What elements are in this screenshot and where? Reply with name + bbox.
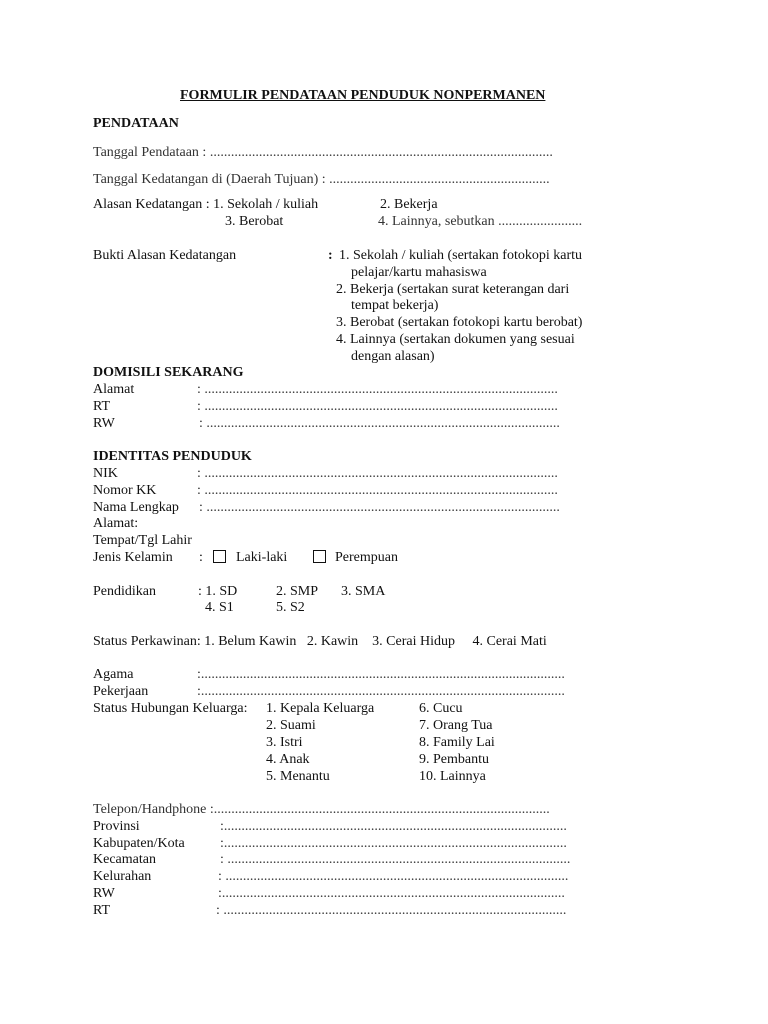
pendidikan-option-s2[interactable]: 5. S2	[276, 600, 305, 615]
domisili-rw-label: RW	[93, 416, 115, 431]
form-title: FORMULIR PENDATAAN PENDUDUK NONPERMANEN	[180, 88, 546, 103]
section-heading-identitas: IDENTITAS PENDUDUK	[93, 449, 252, 464]
pendidikan-option-s1[interactable]: 4. S1	[205, 600, 234, 615]
kabupaten-label: Kabupaten/Kota	[93, 836, 185, 851]
checkbox-perempuan[interactable]	[313, 550, 326, 563]
hubungan-option[interactable]: 5. Menantu	[266, 769, 330, 784]
bukti-alasan-label: Bukti Alasan Kedatangan	[93, 248, 237, 263]
section-heading-domisili: DOMISILI SEKARANG	[93, 365, 244, 380]
status-perkawinan[interactable]: Status Perkawinan: 1. Belum Kawin 2. Kawin 3. Cerai Hidup 4. Cerai Mati	[93, 634, 547, 649]
bukti-line: 4. Lainnya (sertakan dokumen yang sesuai	[336, 332, 575, 347]
pendidikan-label: Pendidikan	[93, 584, 156, 599]
section-heading-pendataan: PENDATAAN	[93, 116, 179, 131]
hubungan-option[interactable]: 7. Orang Tua	[419, 718, 493, 733]
hubungan-option[interactable]: 9. Pembantu	[419, 752, 489, 767]
alasan-option-berobat[interactable]: 3. Berobat	[225, 214, 284, 229]
jenis-kelamin-laki-laki: Laki-laki	[236, 550, 288, 565]
pendidikan-option-sd[interactable]: : 1. SD	[198, 584, 238, 599]
nomor-kk-label: Nomor KK	[93, 483, 157, 498]
hubungan-option[interactable]: 1. Kepala Keluarga	[266, 701, 375, 716]
pendidikan-option-sma[interactable]: 3. SMA	[341, 584, 386, 599]
pekerjaan-label: Pekerjaan	[93, 684, 149, 699]
kelurahan-field[interactable]: : ..................................................................................................	[218, 869, 569, 884]
jenis-kelamin-label: Jenis Kelamin	[93, 550, 173, 565]
hubungan-option[interactable]: 3. Istri	[266, 735, 303, 750]
jenis-kelamin-colon: :	[199, 550, 203, 565]
pendidikan-option-smp[interactable]: 2. SMP	[276, 584, 319, 599]
agama-field[interactable]: :........................................................................................................	[197, 667, 565, 682]
alasan-option-lainnya[interactable]: 4. Lainnya, sebutkan ........................	[378, 214, 583, 229]
nik-field[interactable]: : .....................................................................................................	[197, 466, 558, 481]
nomor-kk-field[interactable]: : .....................................................................................................	[197, 483, 558, 498]
domisili-rt-label: RT	[93, 399, 111, 414]
bukti-line: pelajar/kartu mahasiswa	[351, 265, 487, 280]
kecamatan-field[interactable]: : ..................................................................................................	[220, 852, 571, 867]
kontak-rw-field[interactable]: :..................................................................................................	[218, 886, 565, 901]
alamat-label: Alamat:	[93, 516, 139, 531]
checkbox-laki-laki[interactable]	[213, 550, 226, 563]
hubungan-option[interactable]: 8. Family Lai	[419, 735, 495, 750]
domisili-alamat-field[interactable]: : .....................................................................................................	[197, 382, 558, 397]
hubungan-option[interactable]: 4. Anak	[266, 752, 310, 767]
kontak-rt-label: RT	[93, 903, 111, 918]
bukti-line: 1. Sekolah / kuliah (sertakan fotokopi kartu	[339, 248, 582, 263]
kontak-rw-label: RW	[93, 886, 115, 901]
domisili-rw-field[interactable]: : .....................................................................................................	[199, 416, 560, 431]
alasan-option-bekerja[interactable]: 2. Bekerja	[380, 197, 438, 212]
hubungan-option[interactable]: 6. Cucu	[419, 701, 463, 716]
domisili-alamat-label: Alamat	[93, 382, 135, 397]
bukti-alasan-colon: :	[328, 248, 333, 263]
field-tanggal-pendataan[interactable]: Tanggal Pendataan : ..................................................................................................	[93, 145, 553, 160]
domisili-rt-field[interactable]: : .....................................................................................................	[197, 399, 558, 414]
telepon-field[interactable]: Telepon/Handphone :................................................................................................	[93, 802, 550, 817]
pekerjaan-field[interactable]: :........................................................................................................	[197, 684, 565, 699]
provinsi-field[interactable]: :..................................................................................................	[220, 819, 567, 834]
hubungan-option[interactable]: 10. Lainnya	[419, 769, 486, 784]
kecamatan-label: Kecamatan	[93, 852, 156, 867]
bukti-line: 2. Bekerja (sertakan surat keterangan dari	[336, 282, 570, 297]
alasan-kedatangan-label: Alasan Kedatangan : 1. Sekolah / kuliah	[93, 197, 319, 212]
kontak-rt-field[interactable]: : ..................................................................................................	[216, 903, 567, 918]
kabupaten-field[interactable]: :..................................................................................................	[220, 836, 567, 851]
bukti-line: 3. Berobat (sertakan fotokopi kartu berobat)	[336, 315, 583, 330]
nik-label: NIK	[93, 466, 118, 481]
bukti-line: tempat bekerja)	[351, 298, 439, 313]
bukti-line: dengan alasan)	[351, 349, 435, 364]
tempat-tgl-lahir-label: Tempat/Tgl Lahir	[93, 533, 192, 548]
hubungan-option[interactable]: 2. Suami	[266, 718, 316, 733]
jenis-kelamin-perempuan: Perempuan	[335, 550, 398, 565]
status-hubungan-label: Status Hubungan Keluarga:	[93, 701, 248, 716]
agama-label: Agama	[93, 667, 134, 682]
nama-lengkap-label: Nama Lengkap	[93, 500, 179, 515]
provinsi-label: Provinsi	[93, 819, 140, 834]
nama-lengkap-field[interactable]: : .....................................................................................................	[199, 500, 560, 515]
field-tanggal-kedatangan[interactable]: Tanggal Kedatangan di (Daerah Tujuan) : ...............................................................	[93, 172, 550, 187]
kelurahan-label: Kelurahan	[93, 869, 152, 884]
